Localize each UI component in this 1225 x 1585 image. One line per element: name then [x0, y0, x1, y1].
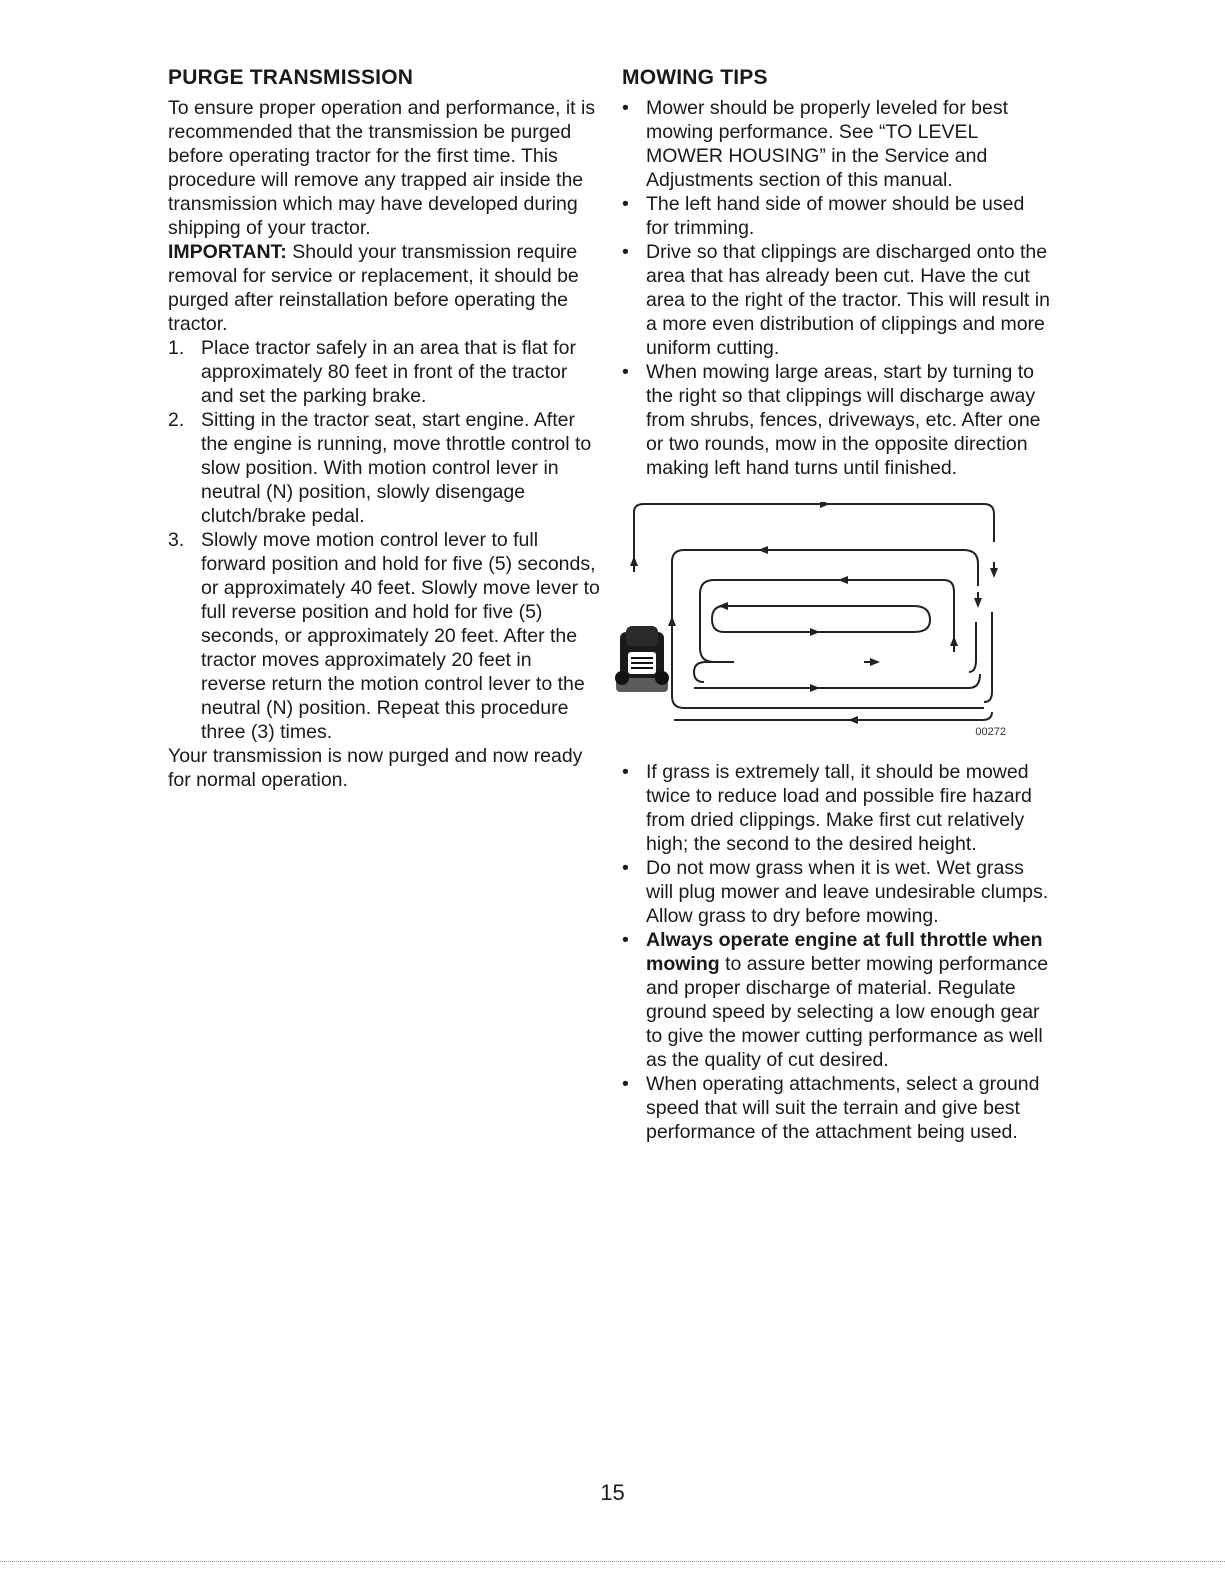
purge-step-3 [168, 528, 600, 744]
tip-text: When operating attachments, select a ground speed that will suit the terrain and give best performance of the attachment being used. [646, 1073, 1040, 1143]
purge-closing: Your transmission is now purged and now ready for normal operation. [168, 745, 583, 791]
bullet: • [622, 1073, 629, 1095]
step-number: 2. [168, 409, 185, 431]
bullet: • [622, 361, 629, 383]
step-number: 3. [168, 529, 185, 551]
bullet: • [622, 241, 629, 263]
mowing-tips-list-top [622, 96, 1052, 480]
tip-text: When mowing large areas, start by turning to the right so that clippings will discharge away from shrubs, fences, driveways, etc. After one or two rounds, mow in the opposite direction making left hand turns until finished. [646, 361, 1041, 479]
tip-item [622, 240, 1052, 360]
purge-intro: To ensure proper operation and performance, it is recommended that the transmission be purged before operating tractor for the first time. This procedure will remove any trapped air inside the transmission which may have developed during shipping of your tractor. [168, 97, 596, 239]
tip-text: Do not mow grass when it is wet. Wet grass will plug mower and leave undesirable clumps. Allow grass to dry before mowing. [646, 857, 1049, 927]
step-number: 1. [168, 337, 185, 359]
mowing-tips-list-bottom [622, 760, 1052, 1144]
path-lower-run [694, 674, 980, 688]
purge-transmission-section [168, 66, 600, 792]
important-text: Should your transmission require removal for service or replacement, it should be purged after reinstallation before operating the tractor. [168, 241, 579, 335]
mowing-pattern-diagram [614, 502, 1014, 742]
important-label: IMPORTANT: [168, 241, 287, 263]
tractor-icon [615, 626, 669, 692]
tip-item [622, 928, 1052, 1072]
purge-step-2 [168, 408, 600, 528]
path-outer-top [634, 504, 994, 562]
bullet: • [622, 761, 629, 783]
page-number: 15 [600, 1480, 625, 1505]
step-text: Place tractor safely in an area that is flat for approximately 80 feet in front of the tractor and set the parking brake. [201, 337, 577, 407]
purge-heading: PURGE TRANSMISSION [168, 66, 414, 89]
path-loop-3 [700, 580, 954, 662]
bullet: • [622, 929, 629, 951]
step-text: Slowly move motion control lever to full forward position and hold for five (5) seconds, or approximately 40 feet. Slowly move lever to full reverse position and hold for five (5) seconds, or approximately 20 feet. After the tractor moves approximately 20 feet in reverse return the motion control lever to the neutral (N) position. Repeat this procedure three (3) times. [201, 529, 600, 743]
tip-item [622, 360, 1052, 480]
important-note [168, 240, 600, 336]
tip-text: If grass is extremely tall, it should be mowed twice to reduce load and possible fire hazard from dried clippings. Make first cut relatively high; the second to the desired height. [646, 761, 1032, 855]
bullet: • [622, 193, 629, 215]
purge-step-1 [168, 336, 600, 408]
bullet: • [622, 857, 629, 879]
path-loop-2 [672, 550, 984, 708]
path-lower-hook [694, 662, 734, 682]
bullet: • [622, 97, 629, 119]
tip-text: Always operate engine at full throttle when mowing to assure better mowing performance and proper discharge of material. Regulate ground speed by selecting a low enough gear to give the mower cutting performance as well as the quality of cut desired. [646, 929, 1049, 1071]
tip-text: Drive so that clippings are discharged onto the area that has already been cut. Have the cut area to the right of the tractor. This will result in a more even distribution of clippings and more uniform cutting. [646, 241, 1050, 359]
tip-item [622, 856, 1052, 928]
mowing-tips-section [622, 66, 1052, 1144]
page-bottom-rule [0, 1561, 1225, 1562]
tip-item [622, 192, 1052, 240]
path-inner-loop [712, 606, 930, 632]
tip-text: The left hand side of mower should be used for trimming. [646, 193, 1025, 239]
figure-code: 00272 [975, 726, 1006, 738]
step-text: Sitting in the tractor seat, start engine. After the engine is running, move throttle control to slow position. With motion control lever in neutral (N) position, slowly disengage clutch/brake pedal. [201, 409, 592, 527]
tip-text: Mower should be properly leveled for best mowing performance. See “TO LEVEL MOWER HOUSING” in the Service and Adjustments section of this manual. [646, 97, 1009, 191]
path-loop-2-right [969, 622, 976, 672]
mowing-heading: MOWING TIPS [622, 66, 768, 89]
path-bottom-return [674, 712, 992, 720]
tip-item [622, 96, 1052, 192]
mowing-pattern-svg [614, 502, 1014, 742]
tip-item [622, 760, 1052, 856]
purge-steps [168, 336, 600, 744]
path-outer-right [984, 612, 992, 702]
tip-item [622, 1072, 1052, 1144]
